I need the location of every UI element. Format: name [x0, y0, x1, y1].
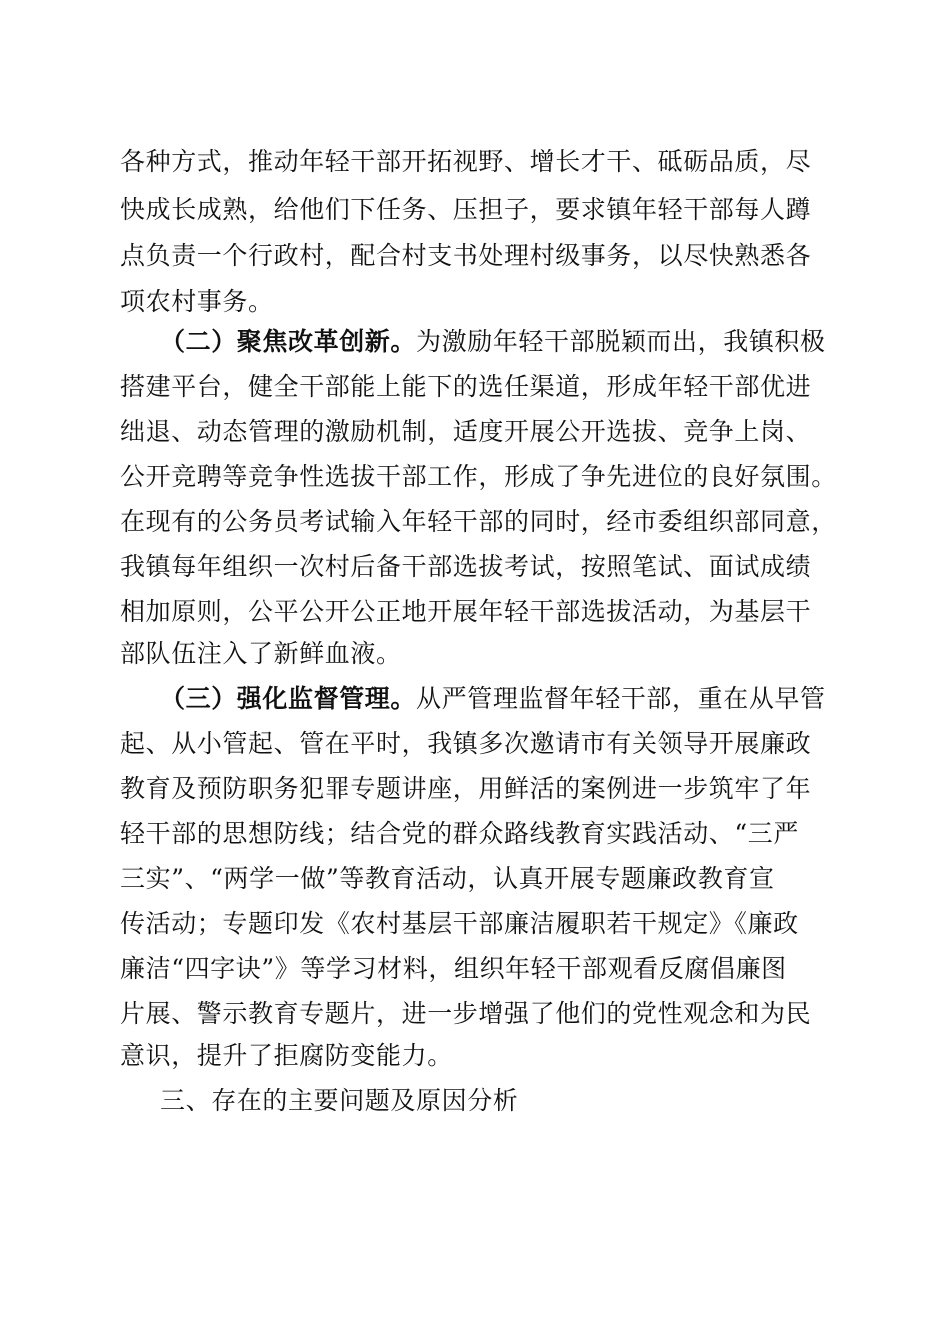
- paragraph-2-line-4: 公开竞聘等竞争性选拔干部工作，形成了争先进位的良好氛围。: [120, 462, 837, 491]
- paragraph-2-line-5: 在现有的公务员考试输入年轻干部的同时，经市委组织部同意，: [120, 507, 837, 536]
- paragraph-3-line-5: 三实”、“两学一做”等教育活动，认真开展专题廉政教育宣: [120, 864, 775, 893]
- paragraph-3-line-2: 起、从小管起、管在平时，我镇多次邀请市有关领导开展廉政: [120, 729, 812, 758]
- paragraph-2-first-line-rest: 为激励年轻干部脱颖而出，我镇积极: [416, 327, 826, 356]
- paragraph-2-first-line: [160, 326, 840, 358]
- paragraph-1-line-2: 快成长成熟，给他们下任务、压担子，要求镇年轻干部每人蹲: [120, 195, 812, 224]
- paragraph-3-line-3: 教育及预防职务犯罪专题讲座，用鲜活的案例进一步筑牢了年: [120, 774, 812, 803]
- paragraph-3-line-7: 廉洁“四字诀”》等学习材料，组织年轻干部观看反腐倡廉图: [120, 954, 787, 983]
- paragraph-2-lead: （二）聚焦改革创新。: [160, 327, 417, 356]
- paragraph-3-first-line: [160, 683, 840, 715]
- paragraph-1-line-1: 各种方式，推动年轻干部开拓视野、增长才干、砥砺品质，尽: [120, 147, 812, 176]
- paragraph-1-line-4: 项农村事务。: [120, 287, 274, 316]
- paragraph-2-line-6: 我镇每年组织一次村后备干部选拔考试，按照笔试、面试成绩: [120, 552, 812, 581]
- paragraph-2-line-3: 绌退、动态管理的激励机制，适度开展公开选拔、竞争上岗、: [120, 417, 812, 446]
- section-heading: 三、存在的主要问题及原因分析: [160, 1086, 519, 1115]
- paragraph-2-line-7: 相加原则，公平公开公正地开展年轻干部选拔活动，为基层干: [120, 597, 812, 626]
- paragraph-3-lead: （三）强化监督管理。: [160, 684, 417, 713]
- paragraph-3-line-4: 轻干部的思想防线；结合党的群众路线教育实践活动、“三严: [120, 819, 799, 848]
- paragraph-3-line-9: 意识，提升了拒腐防变能力。: [120, 1041, 453, 1070]
- paragraph-3-line-8: 片展、警示教育专题片，进一步增强了他们的党性观念和为民: [120, 999, 812, 1028]
- paragraph-2-line-2: 搭建平台，健全干部能上能下的选任渠道，形成年轻干部优进: [120, 372, 812, 401]
- paragraph-1-line-3: 点负责一个行政村，配合村支书处理村级事务，以尽快熟悉各: [120, 241, 812, 270]
- paragraph-3-first-line-rest: 从严管理监督年轻干部，重在从早管: [416, 684, 826, 713]
- paragraph-2-line-8: 部队伍注入了新鲜血液。: [120, 639, 402, 668]
- paragraph-3-line-6: 传活动；专题印发《农村基层干部廉洁履职若干规定》《廉政: [120, 909, 799, 938]
